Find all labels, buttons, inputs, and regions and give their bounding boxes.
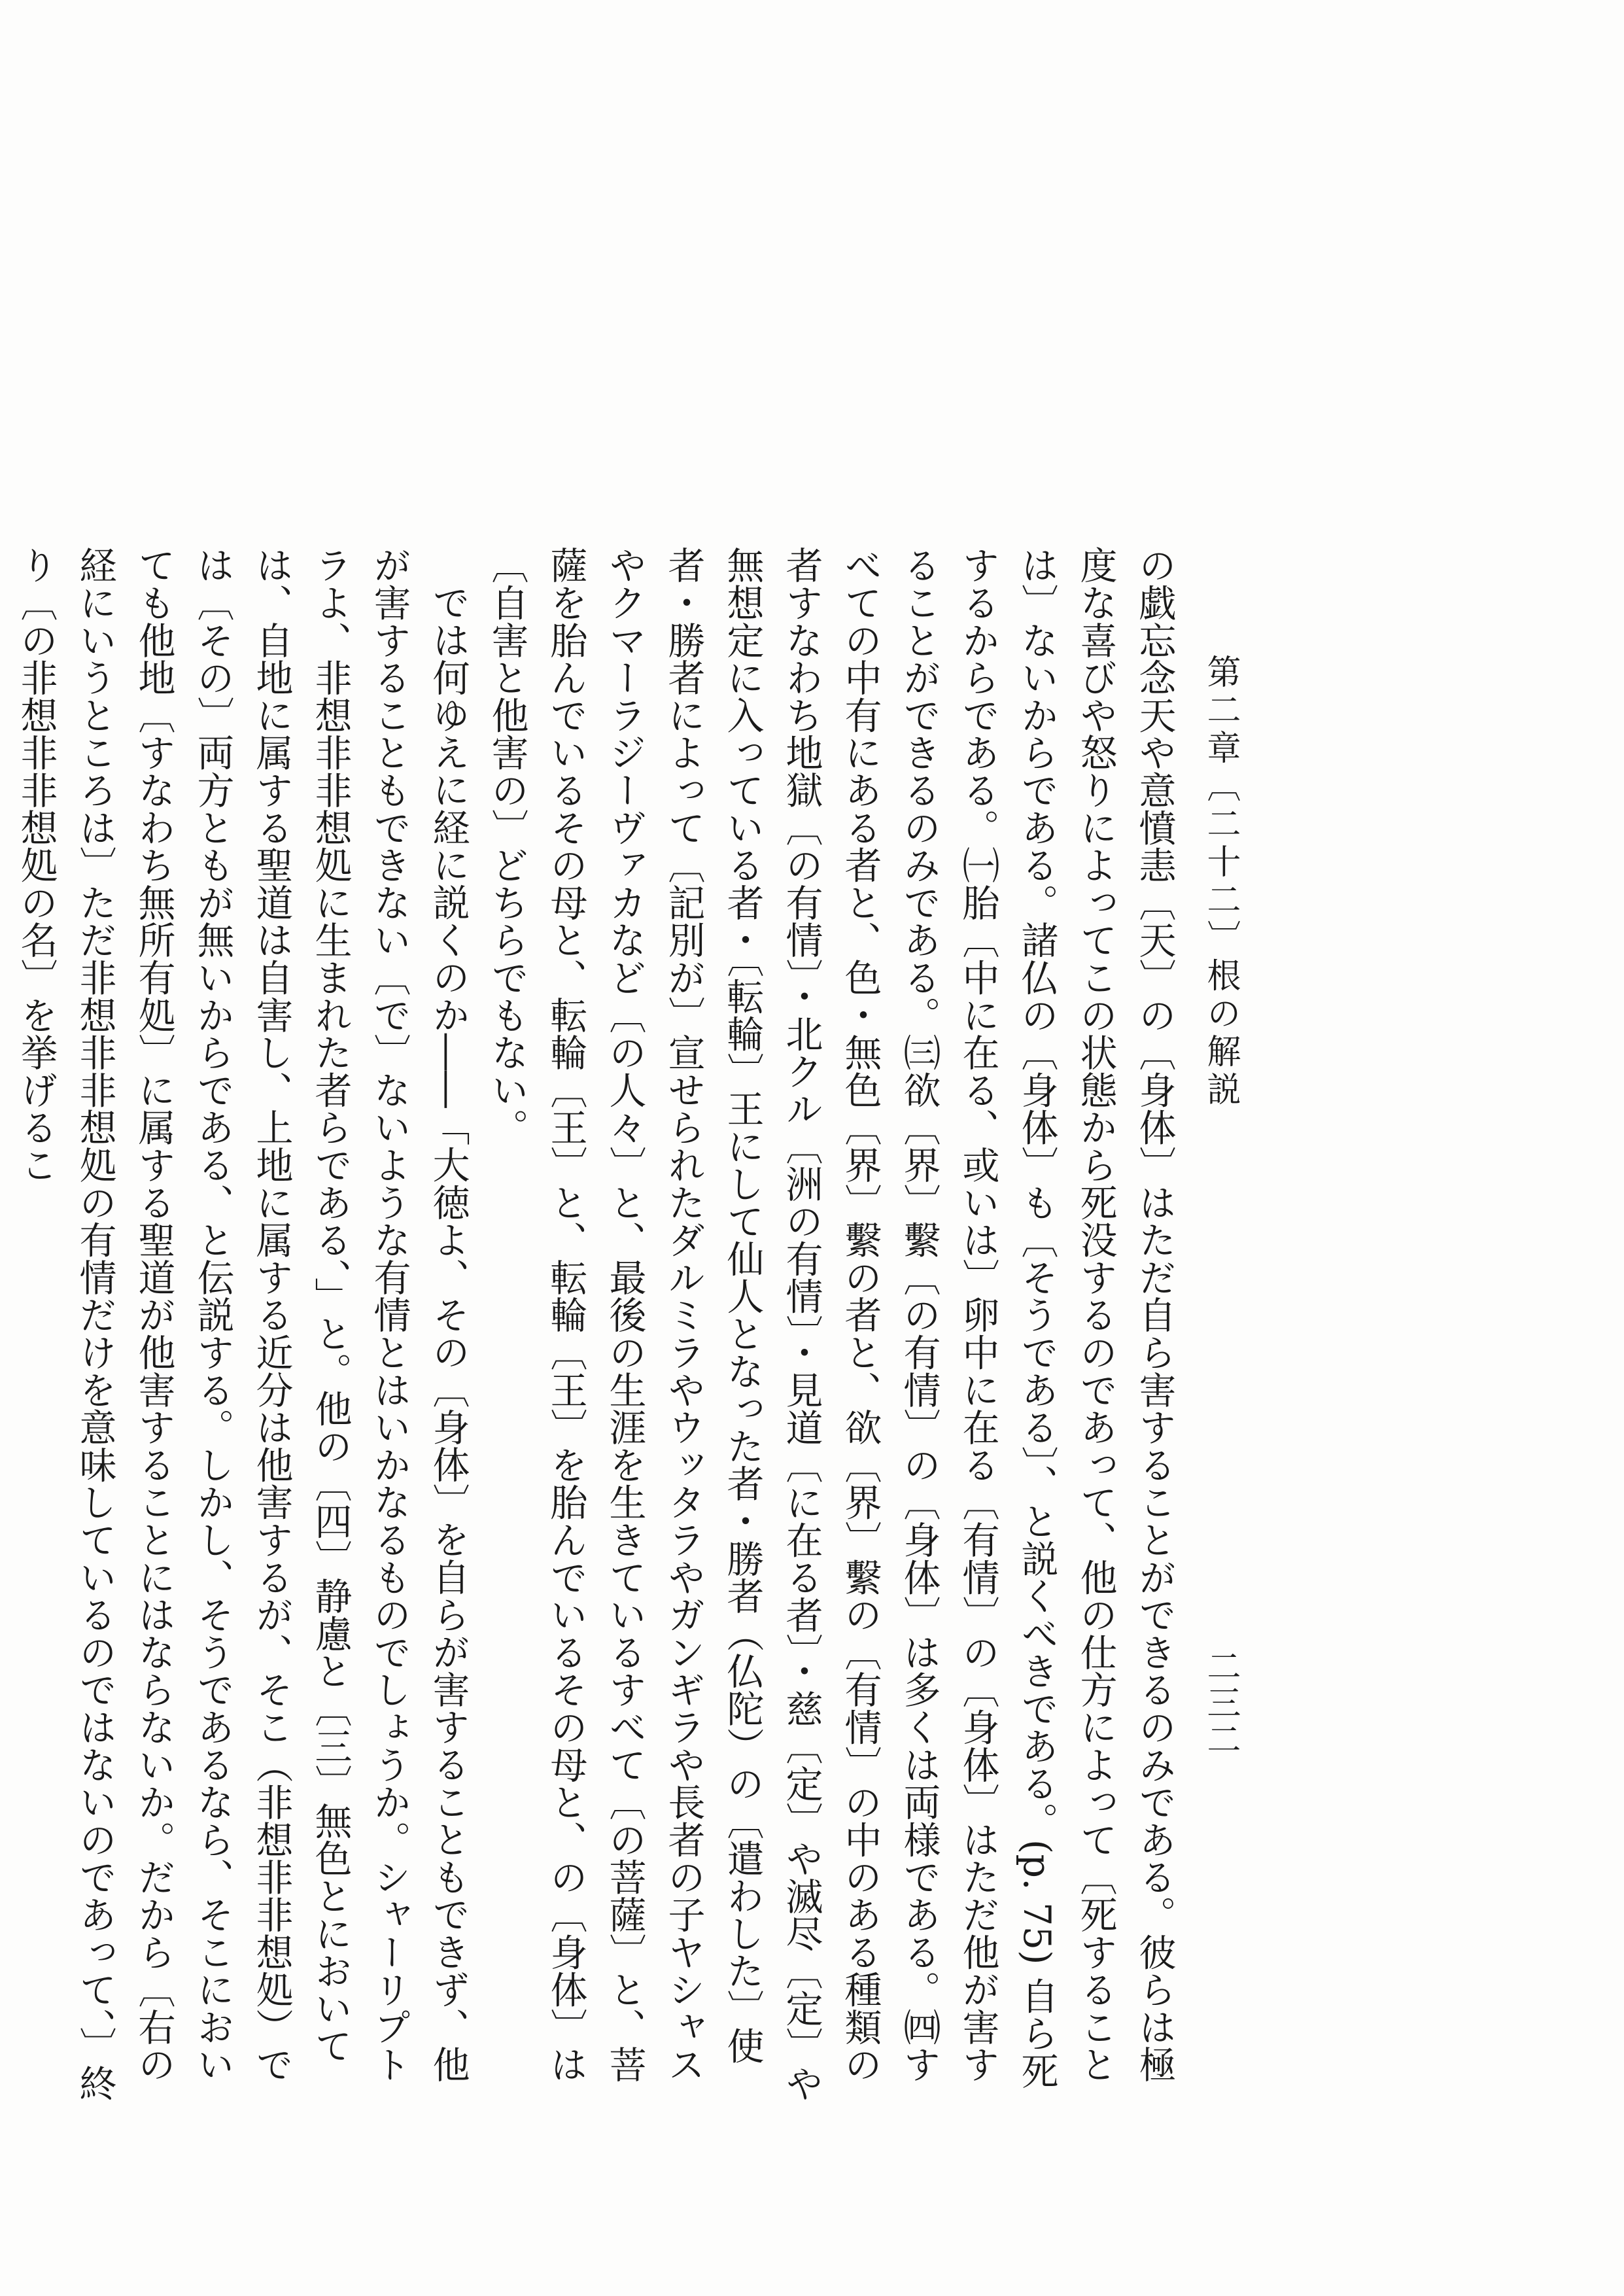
running-head: 第二章〔二十二〕根の解説 bbox=[1201, 654, 1240, 1109]
paragraph-2: では何ゆえに経に説くのか――「大徳よ、その〔身体〕を自らが害することもできず、他が害することもできない〔で〕ないような有情とはいかなるものでしょうか。シャーリプトラよ、非想非非想処に生まれた者らである、」と。他の〔四〕静慮と〔三〕無色とにおいては、自地に属する聖道は自害し、上地に属する近分は他害するが、そこ（非想非非想処）では〔その〕両方ともが無いからである、と伝説する。しかし、そうであるなら、そこにおいても他地〔すなわち無所有処〕に属する聖道が他害することにはならないか。だから〔右の経にいうところは〕ただ非想非非想処の有情だけを意味しているのではないのであって、〕終り〔の非想非非想処の名〕を挙げるこ bbox=[14, 546, 470, 2102]
paragraph-1: の戯忘念天や意憤恚〔天〕の〔身体〕はただ自ら害することができるのみである。彼らは極度な喜びや怒りによってこの状態から死没するのであって、他の仕方によって〔死することは〕ないからである。諸仏の〔身体〕も〔そうである〕、と説くべきである。(p. 75) 自ら死するからである。㈠胎〔中に在る、或いは〕卵中に在る〔有情〕の〔身体〕はただ他が害することができるのみである。㈢欲〔界〕繫〔の有情〕の〔身体〕は多くは両様である。㈣すべての中有にある者と、色・無色〔界〕繫の者と、欲〔界〕繫の〔有情〕の中のある種類の者すなわち地獄〔の有情〕・北クル〔洲の有情〕・見道〔に在る者〕・慈〔定〕や滅尽〔定〕や無想定に入っている者・〔転輪〕王にして仙人となった者・勝者（仏陀）の〔遣わした〕使者・勝者によって〔記別が〕宣せられたダルミラやウッタラやガンギラや長者の子ヤシャスやクマーラジーヴァカなど〔の人々〕と、最後の生涯を生きているすべて〔の菩薩〕と、菩薩を胎んでいるその母と、転輪〔王〕と、転輪〔王〕を胎んでいるその母と、の〔身体〕は〔自害と他害の〕どちらでもない。 bbox=[485, 546, 1176, 2102]
body-text bbox=[14, 546, 1184, 2103]
page-number: 二三二 bbox=[1201, 1648, 1240, 1758]
